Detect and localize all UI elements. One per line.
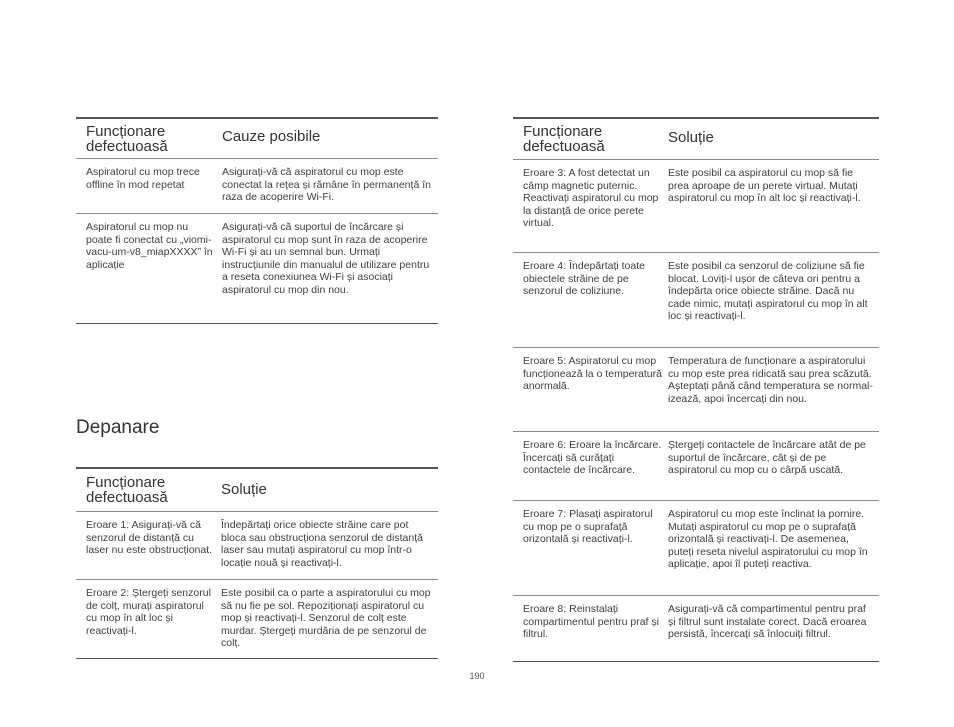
cell-problem: Eroare 5: Aspiratorul cu mop funcționează la o temperatură anormală. <box>523 355 662 393</box>
header-malfunction: Funcționare defectuoasă <box>523 123 605 155</box>
section-title: Depanare <box>76 417 160 438</box>
cell-solution: Îndepărtați orice obiecte străine care pot bloca sau obstrucționa senzorul de distanță laser sau mutați aspiratorul cu mop într-o locație nouă și reactivați-l. <box>221 519 423 569</box>
table-solutions-left <box>76 467 438 659</box>
page-number: 190 <box>469 671 485 681</box>
cell-problem: Eroare 6: Eroare la încărcare. Încercați să curățați contactele de încărcare. <box>523 439 662 477</box>
cell-problem: Aspiratorul cu mop trece offline în mod repetat <box>86 166 200 191</box>
table-bottom-rule <box>76 323 438 324</box>
table-bottom-rule <box>513 661 879 662</box>
table-row <box>513 501 879 596</box>
header-possible-causes: Cauze posibile <box>222 128 321 145</box>
header-solution: Soluție <box>668 129 714 146</box>
header-solution: Soluție <box>221 480 267 498</box>
cell-problem: Eroare 3: A fost detectat un câmp magnetic puternic. Reactivați aspiratorul cu mop la distanță de orice perete virtual. <box>523 167 659 230</box>
table-row <box>513 253 879 348</box>
header-malfunction: Funcționare defectuoasă <box>86 122 168 155</box>
table-row <box>76 159 438 214</box>
cell-cause: Asigurați-vă că suportul de încărcare și aspiratorul cu mop sunt în raza de acoperire Wi-Fi și au un semnal bun. Urmați instrucțiunile din manualul de utilizare pentru a reseta conexiunea Wi-Fi și asociați aspiratorul cu mop din nou. <box>222 221 430 296</box>
cell-solution: Este posibil ca aspiratorul cu mop să fie prea aproape de un perete virtual. Mutați aspiratorul cu mop în alt loc și reactivați-l. <box>668 167 861 205</box>
cell-solution: Este posibil ca o parte a aspiratorului cu mop să nu fie pe sol. Repoziționați aspiratorul cu mop și reactivați-l. Senzorul de colț este murdar. Ștergeți murdăria de pe senzorul de colț. <box>221 587 431 650</box>
cell-problem: Eroare 2: Ștergeți senzorul de colț, murați aspiratorul cu mop în alt loc și reactivați-l. <box>86 587 211 637</box>
table-header-row <box>76 469 438 512</box>
table-row <box>513 160 879 253</box>
table-solutions-right <box>513 117 879 662</box>
cell-problem: Eroare 1: Asigurați-vă că senzorul de distanță cu laser nu este obstrucționat. <box>86 519 213 557</box>
table-row <box>76 512 438 580</box>
cell-problem: Eroare 7: Plasați aspiratorul cu mop pe o suprafață orizontală și reactivați-l. <box>523 508 653 546</box>
table-bottom-rule <box>76 658 438 659</box>
cell-solution: Asigurați-vă că compartimentul pentru praf și filtrul sunt instalate corect. Dacă eroarea persistă, încercați să înlocuiți filtrul. <box>668 603 867 641</box>
cell-problem: Eroare 4: Îndepărtați toate obiectele străine de pe senzorul de coliziune. <box>523 260 645 298</box>
table-row <box>76 214 438 323</box>
cell-problem: Eroare 8: Reinstalați compartimentul pentru praf și filtrul. <box>523 603 659 641</box>
table-row <box>513 348 879 432</box>
cell-solution: Ștergeți contactele de încărcare atât de pe suportul de încărcare, cât și de pe aspiratorul cu mop cu o cârpă uscată. <box>668 439 866 477</box>
table-row <box>513 596 879 661</box>
cell-solution: Este posibil ca senzorul de coliziune să fie blocat. Loviți-l ușor de câteva ori pentru a îndepărta orice obiecte străine. Dacă nu cade nimic, mutați aspiratorul cu mop în alt loc și reactivați-l. <box>668 260 868 323</box>
table-row <box>513 432 879 501</box>
table-header-row <box>513 119 879 160</box>
table-header-row <box>76 119 438 159</box>
cell-problem: Aspiratorul cu mop nu poate fi conectat cu „viomi-vacu-um-v8_miapXXXX” în aplicație <box>86 221 213 271</box>
cell-solution: Temperatura de funcționare a aspiratorului cu mop este prea ridicată sau prea scăzută. Așteptați până când temperatura se normal-izează, apoi încercați din nou. <box>668 355 873 405</box>
cell-solution: Aspiratorul cu mop este înclinat la pornire. Mutați aspiratorul cu mop pe o suprafață orizontală și reactivați-l. De asemenea, puteți reseta nivelul aspiratorului cu mop în aplicație, apoi îl puteți reactiva. <box>668 508 868 571</box>
table-row <box>76 580 438 658</box>
table-possible-causes <box>76 117 438 324</box>
cell-cause: Asigurați-vă că aspiratorul cu mop este conectat la rețea și rămâne în permanență în raza de acoperire Wi-Fi. <box>222 166 431 204</box>
header-malfunction: Funcționare defectuoasă <box>86 474 168 506</box>
